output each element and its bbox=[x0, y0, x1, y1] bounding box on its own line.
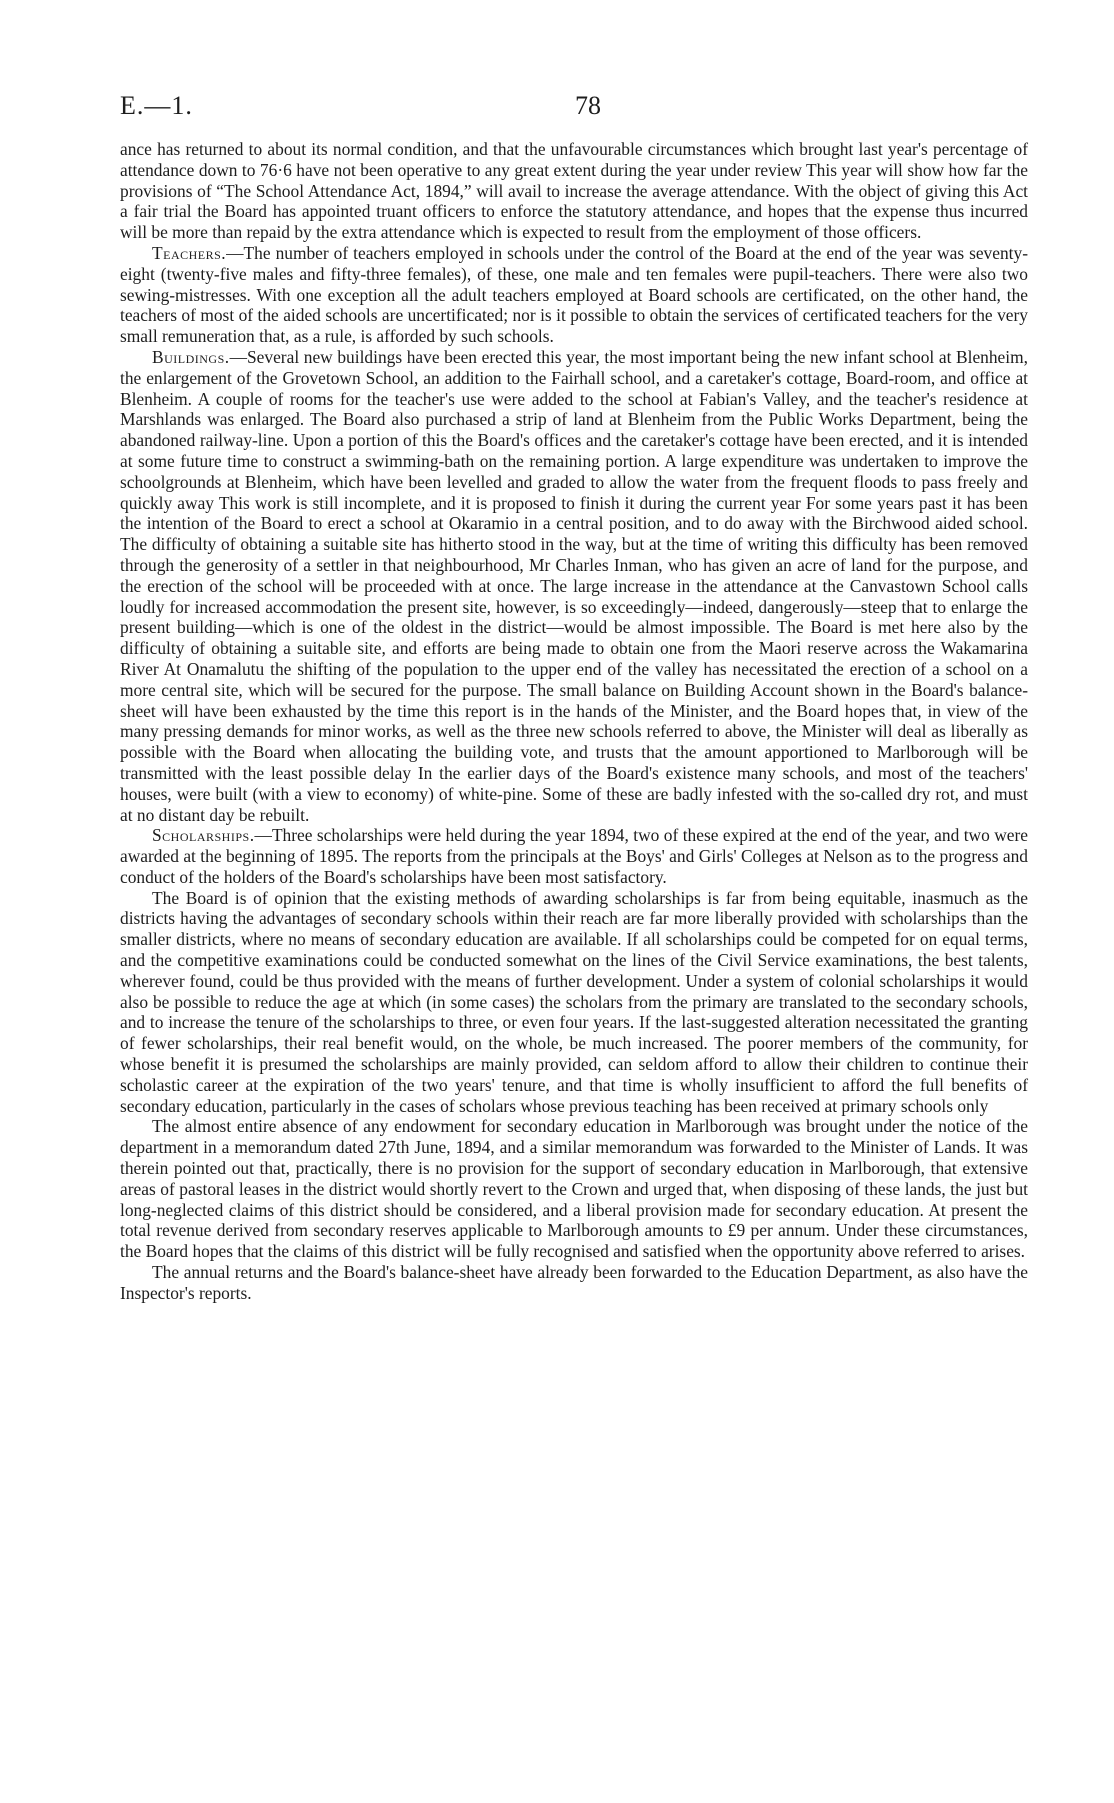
paragraph-scholarships bbox=[120, 825, 1028, 887]
paragraph-annual-returns bbox=[120, 1262, 1028, 1304]
paragraph-text: The annual returns and the Board's balance-sheet have already been forwarded to the Education Department, as also have the Inspector's reports. bbox=[120, 1262, 1028, 1303]
paragraph-scholarship-methods bbox=[120, 888, 1028, 1117]
paragraph-text: —Several new buildings have been erected this year, the most important being the new infant school at Blenheim, the enlargement of the Grovetown School, an addition to the Fairhall school, and a caretaker's cottage, Board-room, and office at Blenheim. A couple of rooms for the teacher's use were added to the school at Fabian's Valley, and the teacher's residence at Marshlands was enlarged. The Board also purchased a strip of land at Blenheim from the Public Works Department, being the abandoned railway-line. Upon a portion of this the Board's offices and the caretaker's cottage have been erected, and it is intended at some future time to construct a swimming-bath on the remaining portion. A large expenditure was undertaken to improve the schoolgrounds at Blenheim, which have been levelled and graded to allow the water from the frequent floods to pass freely and quickly away This work is still incomplete, and it is proposed to finish it during the current year For some years past it has been the intention of the Board to erect a school at Okaramio in a central position, and to do away with the Birchwood aided school. The difficulty of obtaining a suitable site has hitherto stood in the way, but at the time of writing this difficulty has been removed through the generosity of a settler in that neighbourhood, Mr Charles Inman, who has given an acre of land for the purpose, and the erection of the school will be proceeded with at once. The large increase in the attendance at the Canvastown School calls loudly for increased accommodation the present site, however, is so exceedingly—indeed, dangerously—steep that to enlarge the present building—which is one of the oldest in the district—would be almost impossible. The Board is met here also by the difficulty of obtaining a suitable site, and efforts are being made to obtain one from the Maori reserve across the Wakamarina River At Onamalutu the shifting of the population to the upper end of the valley has necessitated the erection of a school on a more central site, which will be secured for the purpose. The small balance on Building Account shown in the Board's balance-sheet will have been exhausted by the time this report is in the hands of the Minister, and the Board hopes that, in view of the many pressing demands for minor works, as well as the three new schools referred to above, the Minister will deal as liberally as possible with the Board when allocating the building vote, and trusts that the amount apportioned to Marlborough will be transmitted with the least possible delay In the earlier days of the Board's existence many schools, and most of the teachers' houses, were built (with a view to economy) of white-pine. Some of these are badly infested with the so-called dry rot, and must at no distant day be rebuilt. bbox=[120, 346, 1028, 825]
paragraph-buildings bbox=[120, 347, 1028, 825]
paragraph-text: —Three scholarships were held during the year 1894, two of these expired at the end of the year, and two were awarded at the beginning of 1895. The reports from the principals at the Boys' and Girls' Colleges at Nelson as to the progress and conduct of the holders of the Board's scholarships have been most satisfactory. bbox=[120, 825, 1028, 887]
page-number: 78 bbox=[575, 91, 601, 120]
paragraph-text: The almost entire absence of any endowment for secondary education in Marlborough was brought under the notice of the department in a memorandum dated 27th June, 1894, and a similar memorandum was forwarded to the Minister of Lands. It was therein pointed out that, practically, there is no provision for the support of secondary education in Marlborough, that extensive areas of pastoral leases in the district would shortly revert to the Crown and urged that, when disposing of these lands, the just but long-neglected claims of this district should be considered, and a liberal provision made for secondary education. At present the total revenue derived from secondary reserves applicable to Marlborough amounts to £9 per annum. Under these circumstances, the Board hopes that the claims of this district will be fully recognised and satisfied when the opportunity above referred to arises. bbox=[120, 1116, 1028, 1262]
section-heading-scholarships: Scholarships. bbox=[152, 825, 255, 846]
section-heading-buildings: Buildings. bbox=[152, 346, 230, 367]
paragraph-secondary-endowment bbox=[120, 1116, 1028, 1262]
document-code: E.—1. bbox=[120, 91, 193, 120]
paragraph-text: —The number of teachers employed in schools under the control of the Board at the end of the year was seventy-eight (twenty-five males and fifty-three females), of these, one male and ten females were pupil-teachers. There were also two sewing-mistresses. With one exception all the adult teachers employed at Board schools are certificated, on the other hand, the teachers of most of the aided schools are uncertificated; nor is it possible to obtain the services of certificated teachers for the very small remuneration that, as a rule, is afforded by such schools. bbox=[120, 242, 1028, 347]
running-head bbox=[120, 91, 1028, 136]
paragraph-teachers bbox=[120, 243, 1028, 347]
paragraph-text: The Board is of opinion that the existing methods of awarding scholarships is far from being equitable, inasmuch as the districts having the advantages of secondary schools within their reach are far more liberally provided with scholarships than the smaller districts, where no means of secondary education are available. If all scholarships could be competed for on equal terms, and the competitive examinations could be conducted somewhat on the lines of the Civil Service examinations, the best talents, wherever found, could be thus provided with the means of further development. Under a system of colonial scholarships it would also be possible to reduce the age at which (in some cases) the scholars from the primary are translated to the secondary schools, and to increase the tenure of the scholarships to three, or even four years. If the last-suggested alteration necessitated the granting of fewer scholarships, their real benefit would, on the whole, be much increased. The poorer members of the community, for whose benefit it is presumed the scholarships are mainly provided, can seldom afford to allow their children to continue their scholastic career at the expiration of the two years' tenure, and that time is wholly insufficient to afford the full benefits of secondary education, particularly in the cases of scholars whose previous teaching has been received at primary schools only bbox=[120, 887, 1028, 1116]
report-body bbox=[120, 139, 1028, 1304]
section-heading-teachers: Teachers. bbox=[152, 242, 227, 263]
paragraph-text: ance has returned to about its normal condition, and that the unfavourable circumstances which brought last year's percentage of attendance down to 76·6 have not been operative to any great extent during the year under review This year will show how far the provisions of “The School Attendance Act, 1894,” will avail to increase the average attendance. With the object of giving this Act a fair trial the Board has appointed truant officers to enforce the statutory attendance, and hopes that the expense thus incurred will be more than repaid by the extra attendance which is expected to result from the employment of those officers. bbox=[120, 139, 1028, 243]
paragraph-attendance-continued bbox=[120, 139, 1028, 243]
